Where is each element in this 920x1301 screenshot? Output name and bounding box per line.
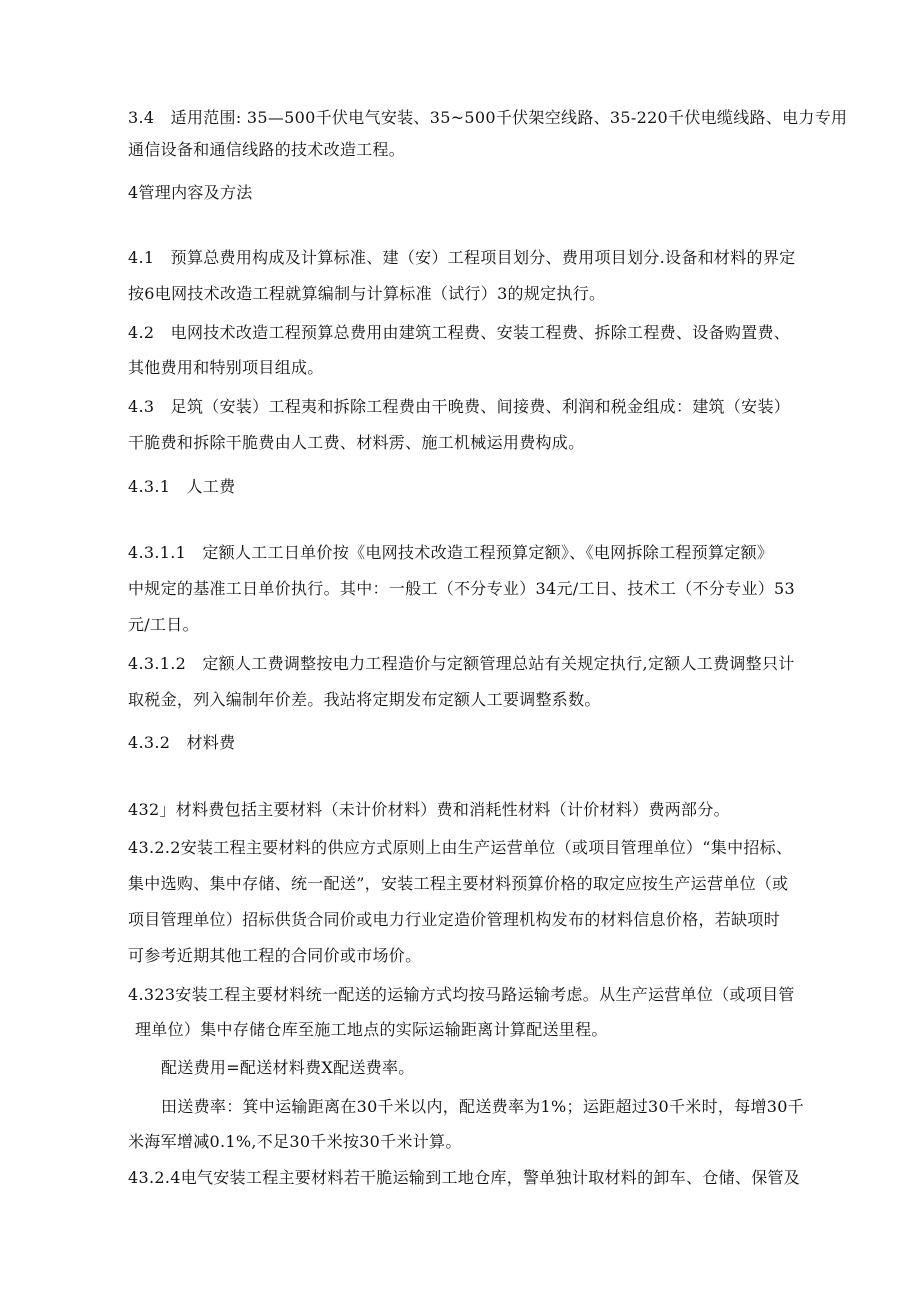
clause-3-4-line-2: 通信设备和通信线路的技术改造工程。 bbox=[128, 140, 406, 159]
clause-4-3-2-4-line-1: 43.2.4电气安装工程主要材料若干脆运输到工地仓库，警单独计取材料的卸车、仓储、保管及 bbox=[128, 1168, 801, 1187]
clause-4-3-line-1: 4.3 足筑（安装）工程夷和拆除工程费由干晚费、间接费、利润和税金组成：建筑（安装） bbox=[128, 397, 791, 416]
delivery-rate-line-2: 米海军增减0.1%,不足30千米按30千米计算。 bbox=[128, 1132, 462, 1151]
section-4-heading: 4管理内容及方法 bbox=[128, 183, 253, 202]
clause-4-1-line-2: 按6电网技术改造工程就算编制与计算标准（试行）3的规定执行。 bbox=[128, 284, 606, 303]
clause-4-3-line-2: 干脆费和拆除干脆费由人工费、材料雳、施工机械运用费构成。 bbox=[128, 433, 585, 452]
clause-4-3-1-2-line-2: 取税金，列入编制年价差。我站将定期发布定额人工要调整系数。 bbox=[128, 690, 601, 709]
clause-4-3-2-2-line-2: 集中选购、集中存储、统一配送”，安装工程主要材料预算价格的取定应按生产运营单位（或 bbox=[128, 874, 789, 893]
clause-4-3-1-1-line-3: 元/工日。 bbox=[128, 615, 199, 634]
formula-delivery-cost: 配送费用=配送材料费X配送费率。 bbox=[161, 1058, 415, 1077]
clause-3-4-line-1: 3.4 适用范围: 35—500千伏电气安装、35~500千伏架空线路、35-220千伏电缆线路、电力专用 bbox=[128, 108, 848, 127]
clause-4-2-line-1: 4.2 电网技术改造工程预算总费用由建筑工程费、安装工程费、拆除工程费、设备购置费、 bbox=[128, 323, 791, 342]
clause-4-3-2-3-line-1: 4.323安装工程主要材料统一配送的运输方式均按马路运输考虑。从生产运营单位（或项目管 bbox=[128, 985, 795, 1004]
clause-4-2-line-2: 其他费用和特别项目组成。 bbox=[128, 358, 324, 377]
clause-4-3-1-heading: 4.3.1 人工费 bbox=[128, 477, 236, 496]
clause-4-3-2-3-line-2: 理单位）集中存储仓库至施工地点的实际运输距离计算配送里程。 bbox=[135, 1020, 608, 1039]
clause-4-3-2-2-line-4: 可参考近期其他工程的合同价或市场价。 bbox=[128, 946, 422, 965]
clause-4-1-line-1: 4.1 预算总费用构成及计算标准、建（安）工程项目划分、费用项目划分.设备和材料的界定 bbox=[128, 248, 796, 267]
clause-4-3-2-2-line-3: 项目管理单位）招标供货合同价或电力行业定造价管理机构发布的材料信息价格，若缺项时 bbox=[128, 910, 781, 929]
delivery-rate-line-1: 田送费率：箕中运输距离在30千米以内，配送费率为1%；运距超过30千米时，每增30千 bbox=[161, 1097, 805, 1116]
clause-4-3-2-1-line-1: 432」材料费包括主要材料（未计价材料）费和消耗性材料（计价材料）费两部分。 bbox=[128, 800, 730, 819]
clause-4-3-2-2-line-1: 43.2.2安装工程主要材料的供应方式原则上由生产运营单位（或项目管理单位）“集中招标、 bbox=[128, 838, 793, 857]
clause-4-3-2-heading: 4.3.2 材料费 bbox=[128, 733, 236, 752]
clause-4-3-1-1-line-2: 中规定的基准工日单价执行。其中：一般工（不分专业）34元/工日、技术工（不分专业）53 bbox=[128, 579, 796, 598]
clause-4-3-1-1-line-1: 4.3.1.1 定额人工工日单价按《电网技术改造工程预算定额》、《电网拆除工程预算定额》 bbox=[128, 543, 774, 562]
clause-4-3-1-2-line-1: 4.3.1.2 定额人工费调整按电力工程造价与定额管理总站有关规定执行,定额人工费调整只计 bbox=[128, 654, 795, 673]
